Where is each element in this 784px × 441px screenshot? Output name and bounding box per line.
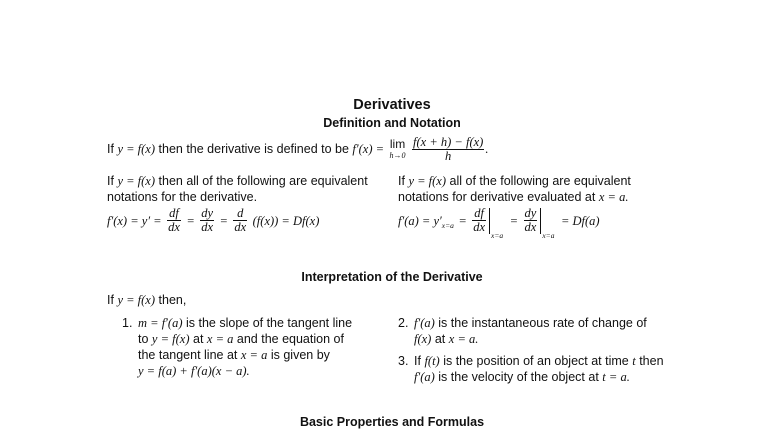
interpretation-item-1-line4: y = f(a) + f′(a)(x − a). (138, 364, 250, 378)
limit-operator: lim h→0 (389, 136, 406, 160)
section-heading-definition: Definition and Notation (323, 116, 461, 130)
derivative-definition: If y = f(x) then the derivative is defined to be f′(x) = lim h→0 $\frac{f(x + h) - f(x)}{h}$ . (107, 135, 489, 164)
interpretation-item-1-line3: the tangent line at x = a is given by (138, 348, 330, 362)
interpretation-item-2-line2: f(x) at x = a. (414, 332, 479, 346)
difference-quotient: $\frac{f(x + h) - f(x)}{h}$ (413, 135, 484, 164)
notation-left-line1: If y = f(x) then all of the following are equivalent (107, 174, 368, 188)
interpretation-intro: If y = f(x) then, (107, 293, 187, 307)
notation-left-equation: f′(x) = y′ = $\frac{df}{dx}$ = $\frac{dy}{dx}$ = $\frac{d}{dx}$ (f(x)) = Df(x) (107, 206, 320, 235)
notation-right-line2: notations for derivative evaluated at x = a. (398, 190, 629, 204)
interpretation-item-2-line1: 2. f′(a) is the instantaneous rate of change of (398, 316, 647, 330)
interpretation-item-1-line1: 1. m = f′(a) is the slope of the tangent line (122, 316, 353, 330)
section-heading-properties: Basic Properties and Formulas (299, 415, 485, 429)
section-heading-interpretation: Interpretation of the Derivative (301, 270, 483, 284)
notation-left-line2: notations for the derivative. (107, 190, 258, 204)
interpretation-item-3-line2: f′(a) is the velocity of the object at t = a. (414, 370, 630, 384)
notation-right-line1: If y = f(x) all of the following are equivalent (398, 174, 631, 188)
page-title: Derivatives (353, 97, 431, 113)
notation-right-equation: f′(a) = y′x=a = $\frac{df}{dx}$ x=a = $\frac{dy}{dx}$ x=a = Df(a) (398, 206, 600, 240)
interpretation-item-3-line1: 3. If f(t) is the position of an object at time t then (398, 354, 664, 368)
interpretation-item-1-line2: to y = f(x) at x = a and the equation of (138, 332, 344, 346)
